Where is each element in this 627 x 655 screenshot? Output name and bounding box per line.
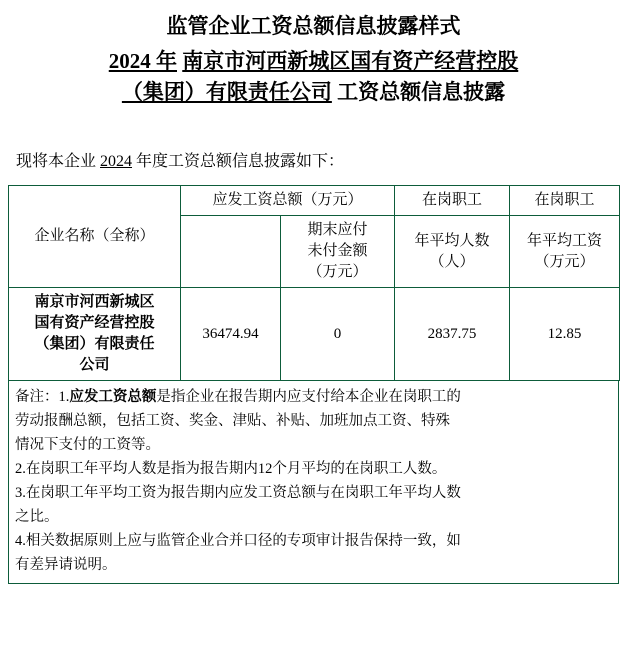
intro-year: 2024 bbox=[100, 153, 133, 170]
note-line-4: 2.在岗职工年平均人数是指为报告期内12个月平均的在岗职工人数。 bbox=[15, 461, 447, 477]
cell-total-wage: 36474.94 bbox=[181, 288, 281, 381]
intro-suffix: 年度工资总额信息披露如下： bbox=[136, 153, 345, 170]
header-total-wage-blank bbox=[181, 216, 281, 288]
subtitle-company-line1: 南京市河西新城区国有资产经营控股 bbox=[182, 49, 519, 73]
company-line1: 南京市河西新城区 bbox=[34, 294, 155, 310]
note-1-rest: 是指企业在报告期内应支付给本企业在岗职工的 bbox=[156, 389, 461, 405]
table-notes bbox=[8, 381, 619, 584]
note-line-7: 4.相关数据原则上应与监管企业合并口径的专项审计报告保持一致，如 bbox=[15, 533, 461, 549]
header-staff-average-line1: 年平均人数 bbox=[414, 232, 490, 249]
cell-unpaid: 0 bbox=[281, 288, 395, 381]
note-1-prefix: 备注：1. bbox=[15, 389, 70, 405]
header-wage-title: 在岗职工 bbox=[510, 186, 620, 216]
company-line3: （集团）有限责任 bbox=[34, 336, 155, 352]
note-line-5: 3.在岗职工年平均工资为报告期内应发工资总额与在岗职工年平均人数 bbox=[15, 485, 461, 501]
table-header-row-1 bbox=[9, 186, 620, 216]
header-wage-average-line1: 年平均工资 bbox=[527, 232, 603, 249]
header-unpaid-line2: 未付金额 bbox=[307, 243, 368, 259]
note-line-6: 之比。 bbox=[15, 509, 59, 525]
header-staff-average-line2: （人） bbox=[429, 253, 475, 270]
intro-paragraph bbox=[8, 148, 619, 171]
cell-wage-average: 12.85 bbox=[510, 288, 620, 381]
subtitle-company-line2: （集团）有限责任公司 bbox=[121, 80, 332, 104]
company-line4: 公司 bbox=[79, 357, 110, 373]
header-wage-average-line2: （万元） bbox=[534, 253, 595, 270]
note-line-3: 情况下支付的工资等。 bbox=[15, 437, 160, 453]
note-line-1 bbox=[15, 385, 612, 409]
subtitle-tail: 工资总额信息披露 bbox=[337, 80, 506, 104]
page-subtitle bbox=[8, 46, 619, 108]
table-row bbox=[9, 288, 620, 381]
company-line2: 国有资产经营控股 bbox=[34, 315, 155, 331]
header-unpaid-line3: （万元） bbox=[307, 264, 368, 280]
header-unpaid bbox=[281, 216, 395, 288]
page-title: 监管企业工资总额信息披露样式 bbox=[166, 14, 461, 38]
header-unpaid-line1: 期末应付 bbox=[307, 222, 368, 238]
note-line-2: 劳动报酬总额，包括工资、奖金、津贴、补贴、加班加点工资、特殊 bbox=[15, 413, 450, 429]
header-wage-average bbox=[510, 216, 620, 288]
intro-prefix: 现将本企业 bbox=[16, 153, 97, 170]
header-staff-average bbox=[395, 216, 510, 288]
header-company-name: 企业名称（全称） bbox=[9, 186, 181, 288]
header-staff-title: 在岗职工 bbox=[395, 186, 510, 216]
note-1-bold: 应发工资总额 bbox=[69, 389, 157, 405]
cell-company-name bbox=[9, 288, 181, 381]
header-total-wage: 应发工资总额（万元） bbox=[181, 186, 395, 216]
wage-disclosure-table bbox=[8, 185, 620, 381]
note-line-8: 有差异请说明。 bbox=[15, 557, 117, 573]
cell-staff-average: 2837.75 bbox=[395, 288, 510, 381]
subtitle-year: 2024 年 bbox=[108, 49, 177, 73]
